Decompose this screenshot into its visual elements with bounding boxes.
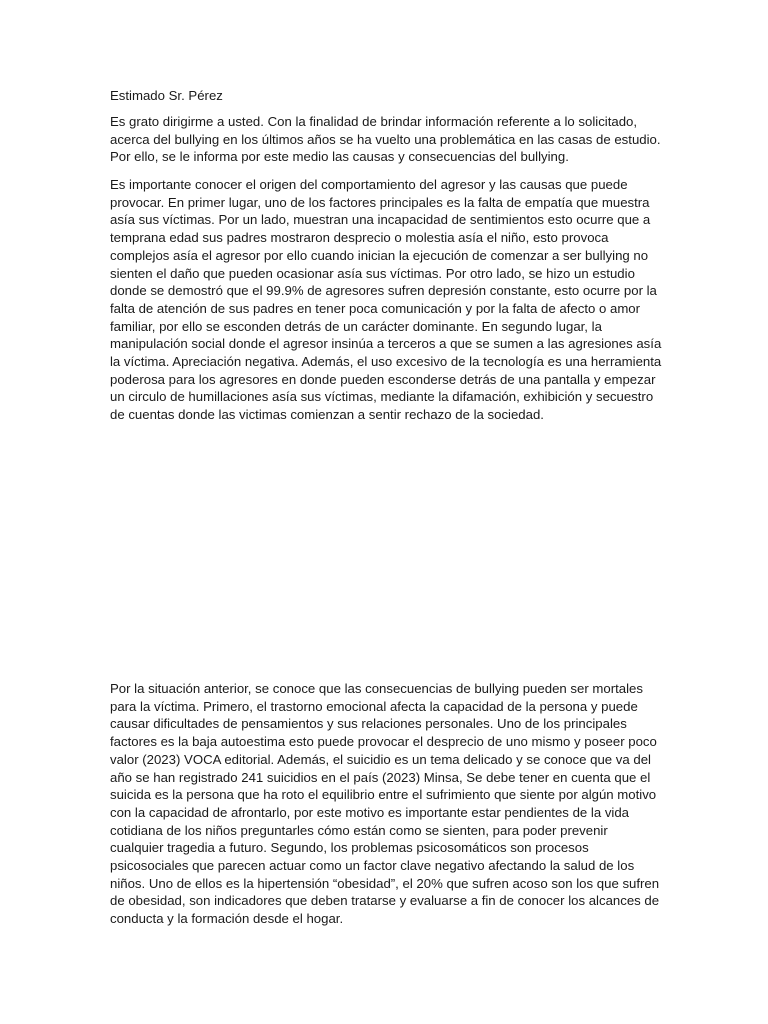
paragraph-consequences: Por la situación anterior, se conoce que las consecuencias de bullying pueden ser mortales para la víctima. Primero, el trastorno emocional afecta la capacidad de la persona y puede causar dificultades de pensamientos y sus relaciones personales. Uno de los principales factores es la baja autoestima esto puede provocar el desprecio de uno mismo y poseer poco valor (2023) VOCA editorial. Además, el suicidio es un tema delicado y se conoce que va del año se han registrado 241 suicidios en el país (2023) Minsa, Se debe tener en cuenta que el suicida es la persona que ha roto el equilibrio entre el sufrimiento que siente por algún motivo con la capacidad de afrontarlo, por este motivo es importante estar pendientes de la vida cotidiana de los niños preguntarles cómo están como se sienten, para poder prevenir cualquier tragedia a futuro. Segundo, los problemas psicosomáticos son procesos psicosociales que parecen actuar como un factor clave negativo afectando la salud de los niños. Uno de ellos es la hipertensión “obesidad”, el 20% que sufren acoso son los que sufren de obesidad, son indicadores que deben tratarse y evaluarse a fin de conocer los alcances de conducta y la formación desde el hogar.: [110, 681, 660, 927]
letter-salutation: Estimado Sr. Pérez: [110, 88, 223, 103]
paragraph-causes: Es importante conocer el origen del comportamiento del agresor y las causas que puede provocar. En primer lugar, uno de los factores principales es la falta de empatía que muestra asía sus víctimas. Por un lado, muestran una incapacidad de sentimientos esto ocurre que a temprana edad sus padres mostraron desprecio o molestia asía el niño, esto provoca complejos asía el agresor por ello cuando inician la ejecución de comenzar a ser bullying no sienten el daño que pueden ocasionar asía sus víctimas. Por otro lado, se hizo un estudio donde se demostró que el 99.9% de agresores sufren depresión constante, esto ocurre por la falta de atención de sus padres en tener poca comunicación y por la falta de afecto o amor familiar, por ello se esconden detrás de un carácter dominante. En segundo lugar, la manipulación social donde el agresor insinúa a terceros a que se sumen a las agresiones asía la víctima. Apreciación negativa. Además, el uso excesivo de la tecnología es una herramienta poderosa para los agresores en donde pueden esconderse detrás de una pantalla y empezar un circulo de humillaciones asía sus víctimas, mediante la difamación, exhibición y secuestro de cuentas donde las victimas comienzan a sentir rechazo de la sociedad.: [110, 177, 662, 423]
paragraph-introduction: Es grato dirigirme a usted. Con la finalidad de brindar información referente a lo solicitado, acerca del bullying en los últimos años se ha vuelto una problemática en las casas de estudio. Por ello, se le informa por este medio las causas y consecuencias del bullying.: [110, 114, 661, 165]
